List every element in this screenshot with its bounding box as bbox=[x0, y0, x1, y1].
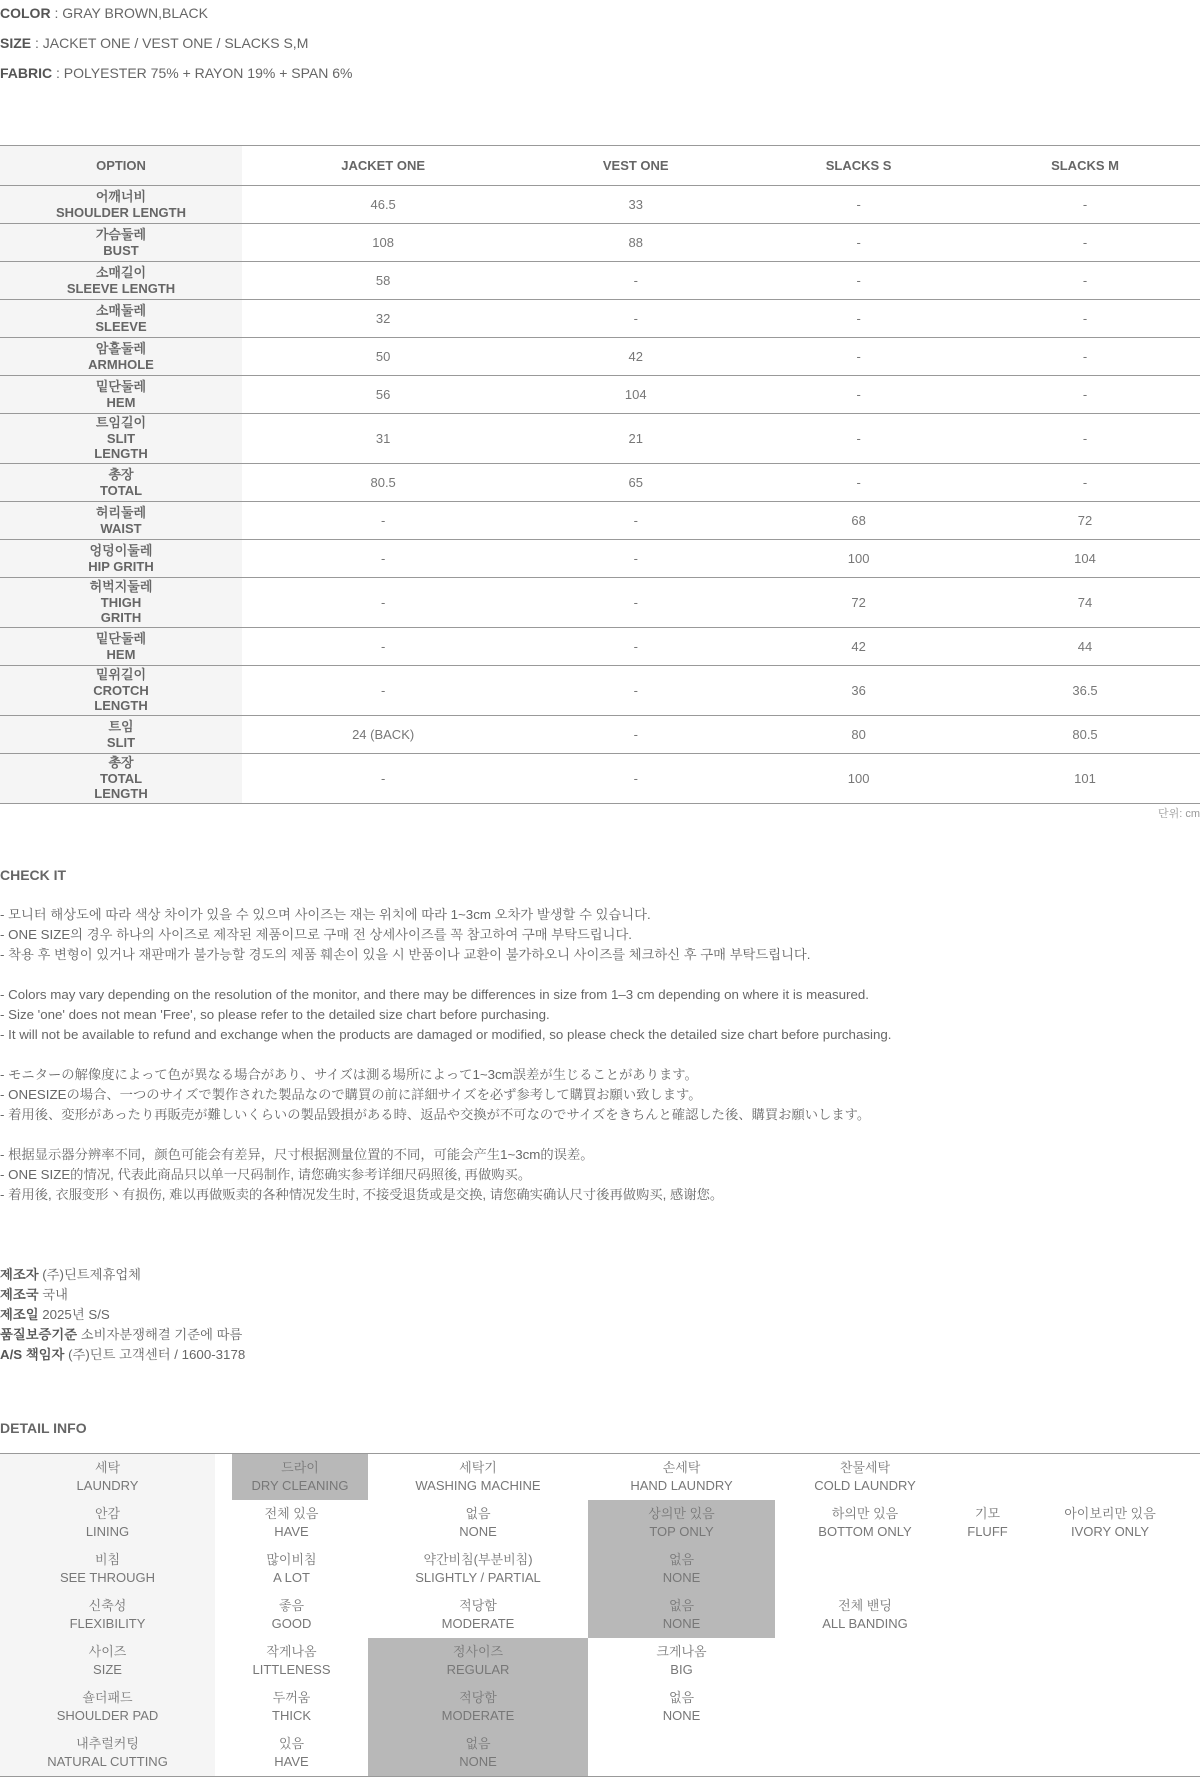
size-row bbox=[0, 224, 1200, 262]
option-washing-machine: 세탁기 WASHING MACHINE bbox=[415, 1460, 541, 1493]
size-cell: - bbox=[970, 262, 1200, 300]
size-table bbox=[0, 145, 1200, 804]
size-row-label: 트임 SLIT bbox=[0, 716, 242, 754]
size-row-label: 엉덩이둘레 HIP GRITH bbox=[0, 540, 242, 578]
size-row bbox=[0, 754, 1200, 804]
size-cell: 100 bbox=[747, 540, 970, 578]
check-paragraph bbox=[0, 905, 891, 965]
detail-label-see-through: 비침 SEE THROUGH bbox=[0, 1546, 215, 1592]
size-cell: - bbox=[524, 300, 747, 338]
option-cut-have: 있음 HAVE bbox=[274, 1736, 309, 1769]
size-cell: - bbox=[970, 376, 1200, 414]
check-line: - 착용 후 변형이 있거나 재판매가 불가능할 경도의 제품 훼손이 있을 시 반품이나 교환이 불가하오니 사이즈를 체크하신 후 구매 부탁드립니다. bbox=[0, 947, 811, 962]
option-flex-moderate: 적당함 MODERATE bbox=[441, 1598, 515, 1631]
check-line: - ONE SIZE의 경우 하나의 사이즈로 제작된 제품이므로 구매 전 상세사이즈를 꼭 참고하여 구매 부탁드립니다. bbox=[0, 927, 633, 942]
size-row-label: 소매길이 SLEEVE LENGTH bbox=[0, 262, 242, 300]
size-cell: 80.5 bbox=[970, 716, 1200, 754]
size-row-label: 허리둘레 WAIST bbox=[0, 502, 242, 540]
size-row bbox=[0, 628, 1200, 666]
detail-row-lining bbox=[0, 1500, 1200, 1546]
option-pad-moderate: 적당함 MODERATE bbox=[368, 1684, 588, 1730]
detail-label-natural-cutting: 내추럴커팅 NATURAL CUTTING bbox=[0, 1730, 215, 1777]
size-cell: - bbox=[524, 716, 747, 754]
option-cold-laundry: 찬물세탁 COLD LAUNDRY bbox=[814, 1460, 916, 1493]
size-row bbox=[0, 502, 1200, 540]
size-cell: - bbox=[747, 376, 970, 414]
check-line: - 着用後, 衣服变形丶有损伤, 难以再做贩卖的各种情况发生时, 不接受退货或是交换, 请您确实确认尺寸後再做购买, 感谢您。 bbox=[0, 1187, 724, 1202]
header-slacks-s: SLACKS S bbox=[747, 146, 970, 186]
size-cell: 108 bbox=[242, 224, 524, 262]
detail-label-lining: 안감 LINING bbox=[0, 1500, 215, 1546]
check-line: - ONE SIZE的情况, 代表此商品只以单一尺码制作, 请您确实参考详细尺码照後, 再做购买。 bbox=[0, 1167, 532, 1182]
option-pad-thick: 두꺼움 THICK bbox=[272, 1690, 311, 1723]
detail-row-laundry bbox=[0, 1454, 1200, 1501]
size-row-label: 어깨너비 SHOULDER LENGTH bbox=[0, 186, 242, 224]
size-cell: - bbox=[242, 666, 524, 716]
check-line: - Size 'one' does not mean 'Free', so please refer to the detailed size chart before purchasing. bbox=[0, 1007, 550, 1022]
size-cell: - bbox=[747, 262, 970, 300]
spec-fabric: FABRIC : POLYESTER 75% + RAYON 19% + SPAN 6% bbox=[0, 65, 353, 81]
size-row bbox=[0, 540, 1200, 578]
size-cell: - bbox=[242, 540, 524, 578]
size-cell: 33 bbox=[524, 186, 747, 224]
size-row bbox=[0, 414, 1200, 464]
option-hand-laundry: 손세탁 HAND LAUNDRY bbox=[630, 1460, 733, 1493]
size-row bbox=[0, 262, 1200, 300]
size-cell: - bbox=[524, 754, 747, 804]
size-row bbox=[0, 716, 1200, 754]
size-cell: - bbox=[242, 754, 524, 804]
size-cell: 104 bbox=[970, 540, 1200, 578]
size-cell: - bbox=[970, 186, 1200, 224]
size-table-header bbox=[0, 146, 1200, 186]
option-pad-none: 없음 NONE bbox=[662, 1690, 701, 1723]
size-cell: 74 bbox=[970, 578, 1200, 628]
size-cell: 42 bbox=[747, 628, 970, 666]
option-lining-have: 전체 있음 HAVE bbox=[264, 1506, 319, 1539]
check-paragraph bbox=[0, 1145, 891, 1205]
size-row bbox=[0, 338, 1200, 376]
size-cell: - bbox=[524, 628, 747, 666]
size-cell: 42 bbox=[524, 338, 747, 376]
size-cell: 72 bbox=[747, 578, 970, 628]
size-cell: - bbox=[242, 502, 524, 540]
option-dry-cleaning: 드라이 DRY CLEANING bbox=[232, 1454, 368, 1501]
spec-color: COLOR : GRAY BROWN,BLACK bbox=[0, 5, 208, 21]
size-row-label: 밑위길이 CROTCH LENGTH bbox=[0, 666, 242, 716]
check-line: - モニターの解像度によって色が異なる場合があり、サイズは測る場所によって1~3cm誤差が生じることがあります。 bbox=[0, 1067, 698, 1082]
size-cell: 101 bbox=[970, 754, 1200, 804]
option-lining-ivory-only: 아이보리만 있음 IVORY ONLY bbox=[1064, 1506, 1156, 1539]
size-row-label: 소매둘레 SLEEVE bbox=[0, 300, 242, 338]
manufacturer-line: 제조일 2025년 S/S bbox=[0, 1307, 110, 1322]
size-cell: 50 bbox=[242, 338, 524, 376]
size-cell: - bbox=[747, 464, 970, 502]
manufacturer-line: 제조국 국내 bbox=[0, 1287, 68, 1302]
size-row bbox=[0, 186, 1200, 224]
size-cell: 104 bbox=[524, 376, 747, 414]
size-cell: 65 bbox=[524, 464, 747, 502]
size-row-label: 밑단둘레 HEM bbox=[0, 376, 242, 414]
size-cell: - bbox=[242, 628, 524, 666]
option-size-regular: 정사이즈 REGULAR bbox=[368, 1638, 588, 1684]
size-cell: - bbox=[747, 186, 970, 224]
check-line: - Colors may vary depending on the resolution of the monitor, and there may be differences in size from 1–3 cm depending on where it is measured. bbox=[0, 987, 869, 1002]
check-line: - It will not be available to refund and exchange when the products are damaged or modified, so please check the detailed size chart before purchasing. bbox=[0, 1027, 892, 1042]
size-cell: - bbox=[524, 666, 747, 716]
option-see-none: 없음 NONE bbox=[588, 1546, 775, 1592]
check-line: - 根据显示器分辨率不同，颜色可能会有差异，尺寸根据测量位置的不同，可能会产生1~3cm的误差。 bbox=[0, 1147, 594, 1162]
detail-label-shoulder-pad: 숄더패드 SHOULDER PAD bbox=[0, 1684, 215, 1730]
manufacturer-info bbox=[0, 1265, 245, 1365]
detail-row-shoulder-pad bbox=[0, 1684, 1200, 1730]
size-cell: 88 bbox=[524, 224, 747, 262]
size-cell: - bbox=[970, 300, 1200, 338]
option-lining-fluff: 기모 FLUFF bbox=[967, 1506, 1008, 1539]
detail-row-natural-cutting bbox=[0, 1730, 1200, 1777]
option-flex-good: 좋음 GOOD bbox=[271, 1598, 312, 1631]
size-cell: - bbox=[970, 338, 1200, 376]
size-row-label: 허벅지둘레 THIGH GRITH bbox=[0, 578, 242, 628]
size-cell: - bbox=[970, 464, 1200, 502]
option-flex-all-banding: 전체 밴딩 ALL BANDING bbox=[822, 1598, 908, 1631]
size-cell: 68 bbox=[747, 502, 970, 540]
spec-size: SIZE : JACKET ONE / VEST ONE / SLACKS S,M bbox=[0, 35, 309, 51]
size-row bbox=[0, 300, 1200, 338]
product-spec bbox=[0, 0, 352, 90]
manufacturer-line: 제조자 (주)딘트제휴업체 bbox=[0, 1267, 142, 1282]
size-cell: 32 bbox=[242, 300, 524, 338]
size-cell: 44 bbox=[970, 628, 1200, 666]
option-see-slightly: 약간비침(부분비침) SLIGHTLY / PARTIAL bbox=[415, 1552, 541, 1585]
size-row-label: 암홀둘레 ARMHOLE bbox=[0, 338, 242, 376]
option-see-a-lot: 많이비침 A LOT bbox=[266, 1552, 317, 1585]
size-row bbox=[0, 464, 1200, 502]
size-row bbox=[0, 666, 1200, 716]
size-row-label: 총장 TOTAL LENGTH bbox=[0, 754, 242, 804]
detail-row-see-through bbox=[0, 1546, 1200, 1592]
detail-row-size bbox=[0, 1638, 1200, 1684]
detail-label-flexibility: 신축성 FLEXIBILITY bbox=[0, 1592, 215, 1638]
size-cell: 80 bbox=[747, 716, 970, 754]
detail-info-table bbox=[0, 1453, 1200, 1777]
size-cell: 36.5 bbox=[970, 666, 1200, 716]
header-option: OPTION bbox=[0, 146, 242, 186]
size-row bbox=[0, 376, 1200, 414]
size-cell: - bbox=[524, 540, 747, 578]
check-paragraph bbox=[0, 1065, 891, 1125]
check-it-notes bbox=[0, 905, 891, 1225]
size-row-label: 밑단둘레 HEM bbox=[0, 628, 242, 666]
size-cell: - bbox=[747, 338, 970, 376]
size-cell: - bbox=[747, 224, 970, 262]
size-row-label: 가슴둘레 BUST bbox=[0, 224, 242, 262]
check-line: - 모니터 해상도에 따라 색상 차이가 있을 수 있으며 사이즈는 재는 위치에 따라 1~3cm 오차가 발생할 수 있습니다. bbox=[0, 907, 651, 922]
header-slacks-m: SLACKS M bbox=[970, 146, 1200, 186]
option-size-big: 크게나옴 BIG bbox=[656, 1644, 707, 1677]
header-jacket-one: JACKET ONE bbox=[242, 146, 524, 186]
detail-label-size: 사이즈 SIZE bbox=[0, 1638, 215, 1684]
unit-note: 단위: cm bbox=[1157, 808, 1200, 820]
size-cell: 31 bbox=[242, 414, 524, 464]
size-cell: 21 bbox=[524, 414, 747, 464]
size-cell: - bbox=[747, 300, 970, 338]
size-cell: - bbox=[747, 414, 970, 464]
size-cell: 72 bbox=[970, 502, 1200, 540]
size-cell: 100 bbox=[747, 754, 970, 804]
check-line: - ONESIZEの場合、一つのサイズで製作された製品なので購買の前に詳細サイズを必ず参考して購買お願い致します。 bbox=[0, 1087, 702, 1102]
size-cell: - bbox=[524, 262, 747, 300]
size-cell: 24 (BACK) bbox=[242, 716, 524, 754]
size-cell: - bbox=[524, 578, 747, 628]
option-lining-none: 없음 NONE bbox=[459, 1506, 497, 1539]
size-cell: 58 bbox=[242, 262, 524, 300]
option-lining-bottom-only: 하의만 있음 BOTTOM ONLY bbox=[818, 1506, 912, 1539]
size-row-label: 트임길이 SLIT LENGTH bbox=[0, 414, 242, 464]
detail-info-title: DETAIL INFO bbox=[0, 1420, 87, 1436]
option-flex-none: 없음 NONE bbox=[588, 1592, 775, 1638]
detail-row-flexibility bbox=[0, 1592, 1200, 1638]
size-cell: - bbox=[970, 224, 1200, 262]
size-cell: - bbox=[242, 578, 524, 628]
detail-label-laundry: 세탁 LAUNDRY bbox=[0, 1454, 215, 1501]
size-cell: 46.5 bbox=[242, 186, 524, 224]
option-cut-none: 없음 NONE bbox=[368, 1730, 588, 1777]
size-row bbox=[0, 578, 1200, 628]
header-vest-one: VEST ONE bbox=[524, 146, 747, 186]
manufacturer-line: 품질보증기준 소비자분쟁해결 기준에 따름 bbox=[0, 1327, 243, 1342]
size-cell: 56 bbox=[242, 376, 524, 414]
size-cell: - bbox=[970, 414, 1200, 464]
manufacturer-line: A/S 책임자 (주)딘트 고객센터 / 1600-3178 bbox=[0, 1347, 246, 1362]
check-it-title: CHECK IT bbox=[0, 867, 67, 883]
check-line: - 着用後、変形があったり再販売が難しいくらいの製品毀損がある時、返品や交換が不可なのでサイズをきちんと確認した後、購買お願いします。 bbox=[0, 1107, 871, 1122]
option-size-littleness: 작게나옴 LITTLENESS bbox=[252, 1644, 331, 1677]
size-cell: - bbox=[524, 502, 747, 540]
size-cell: 80.5 bbox=[242, 464, 524, 502]
option-lining-top-only: 상의만 있음 TOP ONLY bbox=[588, 1500, 775, 1546]
size-row-label: 총장 TOTAL bbox=[0, 464, 242, 502]
size-cell: 36 bbox=[747, 666, 970, 716]
check-paragraph bbox=[0, 985, 891, 1045]
